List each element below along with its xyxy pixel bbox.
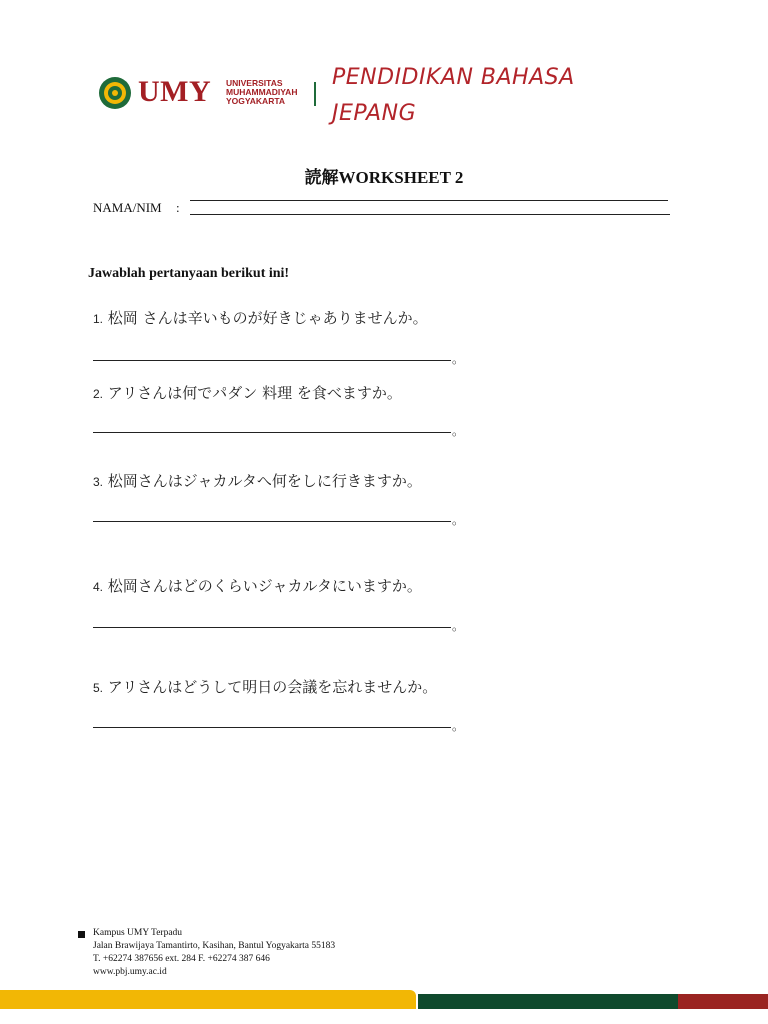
university-line: YOGYAKARTA (226, 96, 286, 106)
footer-line: T. +62274 387656 ext. 284 F. +62274 387 646 (93, 954, 270, 964)
question-number: 3. (93, 475, 104, 489)
question-3 (93, 471, 422, 492)
document-header (98, 60, 658, 140)
umy-logo-text: UMY (138, 75, 212, 108)
university-line: MUHAMMADIYAH (226, 87, 298, 97)
answer-underline (93, 727, 451, 728)
question-number: 1. (93, 312, 104, 326)
footer-bar-red (678, 994, 768, 1009)
logo-divider (314, 82, 316, 106)
department-title (332, 60, 575, 132)
name-colon: : (176, 200, 180, 215)
question-text: 松岡さんはジャカルタへ何をしに行きますか。 (107, 472, 422, 490)
department-line: PENDIDIKAN BAHASA (332, 65, 575, 90)
question-2 (93, 383, 402, 404)
answer-line-1[interactable] (93, 352, 465, 374)
footer-line: Jalan Brawijaya Tamantirto, Kasihan, Bantul Yogyakarta 55183 (93, 941, 336, 951)
question-text: 松岡 さんは辛いものが好きじゃありませんか。 (107, 309, 428, 327)
footer-line: Kampus UMY Terpadu (93, 928, 183, 938)
footer-address (93, 927, 335, 979)
university-line: UNIVERSITAS (226, 78, 283, 88)
footer-bullet-icon (78, 931, 85, 938)
question-number: 2. (93, 387, 104, 401)
name-input-line[interactable] (190, 200, 668, 201)
nim-input-line[interactable] (190, 214, 670, 215)
department-line: JEPANG (332, 101, 417, 126)
answer-full-stop: 。 (452, 719, 465, 733)
answer-underline (93, 627, 451, 628)
answer-line-4[interactable] (93, 619, 465, 641)
answer-line-5[interactable] (93, 719, 465, 741)
footer-website[interactable]: www.pbj.umy.ac.id (93, 967, 167, 977)
name-label: NAMA/NIM (93, 200, 162, 215)
question-text: アリさんは何でパダン 料理 を食べますか。 (107, 384, 402, 402)
question-number: 4. (93, 580, 104, 594)
instruction-text: Jawablah pertanyaan berikut ini! (88, 266, 290, 281)
university-name (226, 79, 297, 106)
answer-full-stop: 。 (452, 619, 465, 633)
worksheet-title: 読解WORKSHEET 2 (304, 168, 464, 187)
question-1 (93, 308, 428, 329)
answer-full-stop: 。 (452, 513, 465, 527)
question-text: アリさんはどうして明日の会議を忘れませんか。 (107, 678, 438, 696)
answer-line-2[interactable] (93, 424, 465, 446)
answer-underline (93, 432, 451, 433)
footer-bar-yellow (0, 990, 416, 1009)
question-number: 5. (93, 681, 104, 695)
question-4 (93, 576, 422, 597)
answer-underline (93, 521, 451, 522)
footer-bar-green (418, 994, 678, 1009)
answer-full-stop: 。 (452, 352, 465, 366)
answer-full-stop: 。 (452, 424, 465, 438)
question-text: 松岡さんはどのくらいジャカルタにいますか。 (107, 577, 422, 595)
answer-line-3[interactable] (93, 513, 465, 535)
umy-emblem-icon (98, 76, 132, 110)
answer-underline (93, 360, 451, 361)
question-5 (93, 677, 437, 698)
